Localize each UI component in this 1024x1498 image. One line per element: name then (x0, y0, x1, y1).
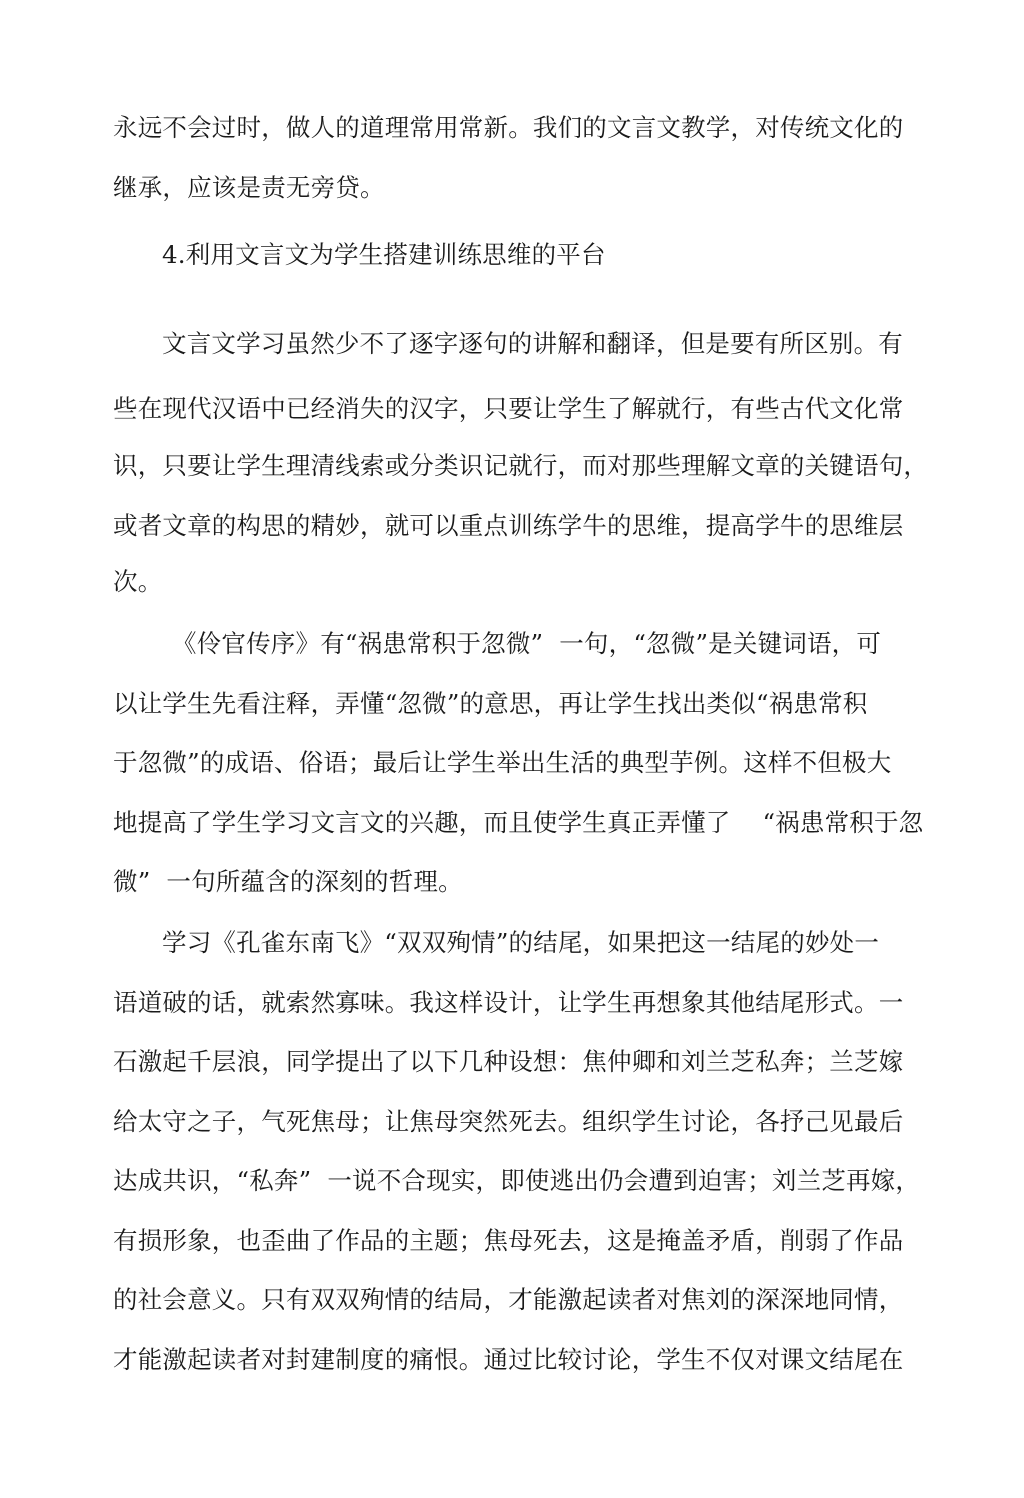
text-line: 以让学生先看注释，弄懂“忽微”的意思，再让学生找出类似“祸患常积 (113, 689, 868, 718)
text-line: 语道破的话，就索然寡味。我这样设计，让学生再想象其他结尾形式。一 (113, 988, 904, 1017)
text-line: 继承，应该是责无旁贷。 (113, 173, 385, 202)
text-line: 地提高了学生学习文言文的兴趣，而且使学生真正弄懂了 “祸患常积于忽 (113, 808, 924, 837)
text-line: 微” 一句所蕴含的深刻的哲理。 (113, 867, 463, 896)
text-line: 文言文学习虽然少不了逐字逐句的讲解和翻译，但是要有所区别。有 (162, 329, 903, 358)
text-line: 才能激起读者对封建制度的痛恨。通过比较讨论，学生不仅对课文结尾在 (113, 1345, 904, 1374)
text-line: 《伶官传序》有“祸患常积于忽微” 一句，“忽微”是关键词语，可 (172, 629, 882, 658)
text-line: 有损形象，也歪曲了作品的主题；焦母死去，这是掩盖矛盾，削弱了作品 (113, 1226, 904, 1255)
text-line: 些在现代汉语中已经消失的汉字，只要让学生了解就行，有些古代文化常 (113, 394, 904, 423)
text-line: 石激起千层浪，同学提出了以下几种设想：焦仲卿和刘兰芝私奔；兰芝嫁 (113, 1047, 904, 1076)
text-line: 识，只要让学生理清线索或分类识记就行，而对那些理解文章的关键语句， (113, 451, 929, 480)
text-line: 或者文章的构思的精妙，就可以重点训练学牛的思维，提高学牛的思维层 (113, 511, 904, 540)
text-line: 永远不会过时，做人的道理常用常新。我们的文言文教学，对传统文化的 (113, 113, 904, 142)
text-line: 给太守之子，气死焦母；让焦母突然死去。组织学生讨论，各抒己见最后 (113, 1107, 904, 1136)
text-line: 次。 (113, 567, 163, 596)
text-line: 的社会意义。只有双双殉情的结局，才能激起读者对焦刘的深深地同情， (113, 1285, 904, 1314)
text-line: 达成共识，“私奔” 一说不合现实，即使逃出仍会遭到迫害；刘兰芝再嫁， (113, 1166, 921, 1195)
text-line: 学习《孔雀东南飞》“双双殉情”的结尾，如果把这一结尾的妙处一 (162, 928, 880, 957)
text-line: 于忽微”的成语、俗语；最后让学生举出生活的典型芋例。这样不但极大 (113, 748, 892, 777)
section-heading: 4.利用文言文为学生搭建训练思维的平台 (162, 240, 606, 269)
